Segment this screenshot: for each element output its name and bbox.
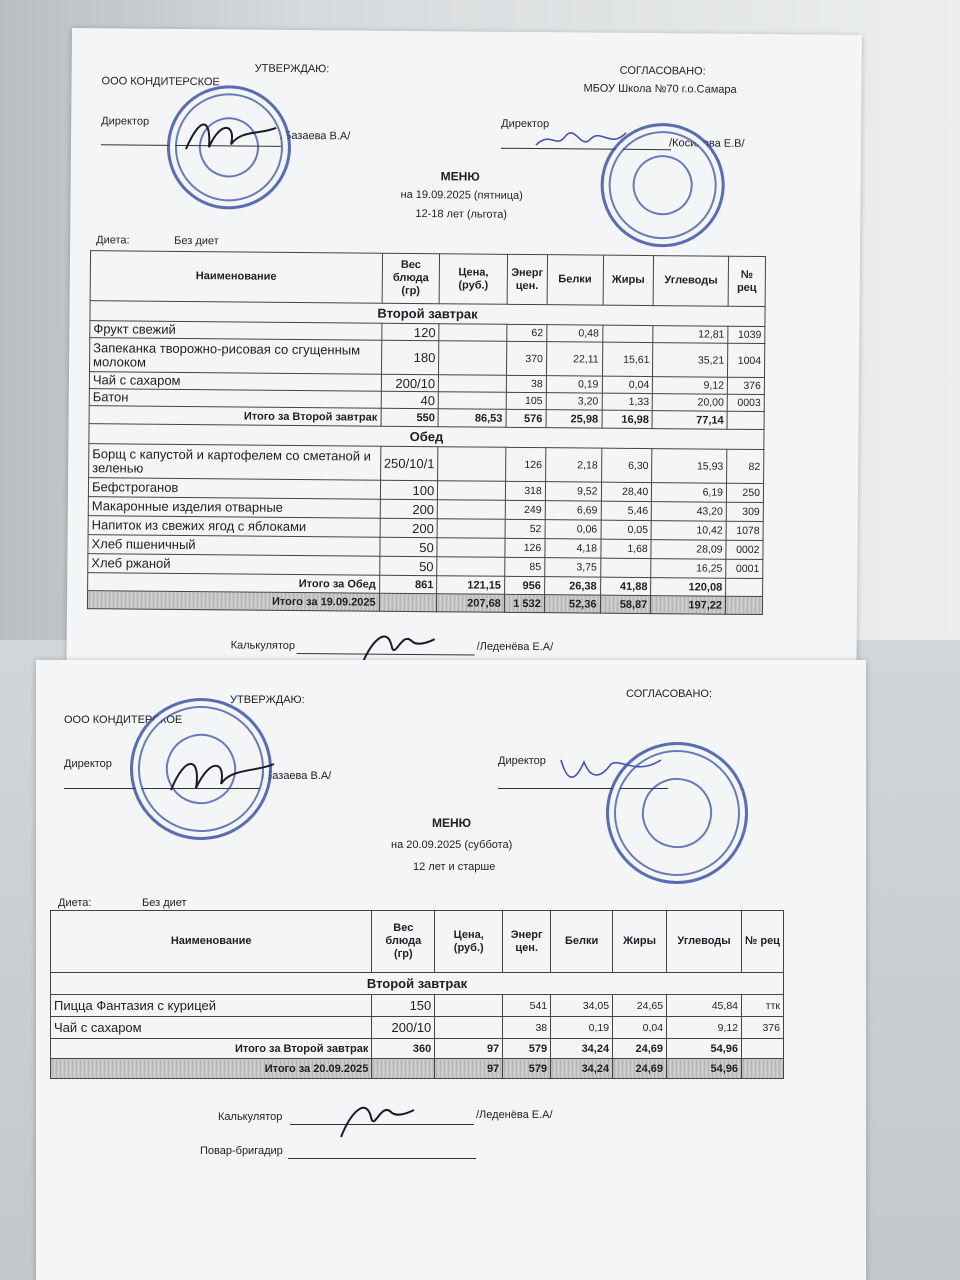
- cell-energy: 105: [506, 392, 546, 409]
- cell-weight: 200/10: [381, 374, 439, 392]
- menu-title: МЕНЮ: [440, 169, 480, 184]
- cell-rec: 0002: [726, 540, 763, 559]
- cell-fat: 28,40: [601, 482, 652, 501]
- grand-total-rec: [742, 1059, 784, 1079]
- cell-protein: 3,20: [546, 393, 602, 410]
- cell-carbs: 15,93: [652, 449, 727, 484]
- menu-table-19-09: [87, 250, 766, 615]
- approve-label: УТВЕРЖДАЮ:: [230, 694, 305, 706]
- table-row: [51, 1017, 784, 1039]
- cell-protein: 0,48: [547, 325, 603, 342]
- cell-price: [439, 341, 507, 376]
- cell-protein: 0,19: [546, 376, 602, 393]
- cell-name: Хлеб пшеничный: [88, 535, 380, 557]
- menu-sheet-20-09: [36, 660, 866, 1280]
- approve-label: УТВЕРЖДАЮ:: [254, 62, 330, 76]
- director-name-left: /Базаева В.А/: [281, 129, 351, 143]
- cell-fat: 1,33: [602, 393, 653, 410]
- cell-fat: 5,46: [601, 501, 652, 520]
- cell-fat: [600, 558, 651, 577]
- director-name-right: /Косилова Е.В/: [668, 137, 745, 150]
- total-rec: [742, 1039, 784, 1059]
- col-header: Вес блюда (гр): [372, 911, 435, 973]
- total-protein: 34,24: [551, 1039, 613, 1059]
- cell-protein: 22,11: [546, 342, 602, 376]
- grand-total-price: 207,68: [437, 594, 505, 613]
- col-header: Цена, (руб.): [439, 254, 507, 305]
- cook-label: Повар-бригадир: [200, 1145, 283, 1157]
- section-header: Второй завтрак: [90, 301, 765, 327]
- col-header: Энерг цен.: [503, 911, 551, 973]
- menu-date: на 20.09.2025 (суббота): [391, 839, 513, 851]
- director-signature-right: [531, 120, 631, 161]
- cell-carbs: 35,21: [653, 343, 728, 378]
- total-price: 121,15: [437, 576, 505, 595]
- cell-rec: 0001: [726, 559, 763, 578]
- grand-total-rec: [725, 596, 762, 614]
- menu-date: на 19.09.2025 (пятница): [400, 188, 523, 202]
- diet-value: Без диет: [174, 234, 219, 248]
- col-header: Наименование: [51, 911, 372, 973]
- org-right: МБОУ Школа №70 г.о.Самара: [583, 82, 737, 96]
- cell-weight: 50: [380, 537, 438, 557]
- menu-age-group: 12-18 лет (льгота): [415, 208, 508, 221]
- grand-total-carbs: 197,22: [651, 596, 726, 615]
- cell-name: Бефстроганов: [88, 478, 380, 500]
- col-header: № рец: [728, 256, 765, 306]
- cell-fat: 6,30: [601, 448, 652, 482]
- total-energy: 956: [504, 576, 544, 594]
- total-price: 86,53: [438, 409, 506, 428]
- total-label: Итого за Второй завтрак: [51, 1039, 372, 1059]
- calculator-label: Калькулятор: [218, 1111, 283, 1123]
- cell-rec: 1078: [726, 521, 763, 540]
- cell-weight: 120: [381, 323, 439, 341]
- cell-protein: 9,52: [545, 482, 601, 501]
- total-price: 97: [435, 1039, 503, 1059]
- cell-price: [439, 324, 507, 342]
- diet-label: Диета:: [96, 234, 130, 247]
- col-header: Белки: [551, 911, 613, 973]
- menu-title: МЕНЮ: [432, 816, 472, 830]
- cell-protein: 34,05: [551, 995, 613, 1017]
- total-energy: 579: [503, 1039, 551, 1059]
- cell-price: [438, 392, 506, 410]
- cell-energy: 52: [505, 519, 545, 538]
- cell-protein: 0,06: [545, 520, 601, 539]
- cell-price: [439, 375, 507, 393]
- cell-energy: 62: [507, 324, 547, 341]
- cell-rec: 1004: [728, 343, 765, 377]
- grand-total-fat: 24,69: [613, 1059, 667, 1079]
- cell-name: Борщ с капустой и картофелем со сметаной и зеленью: [89, 444, 381, 481]
- cell-price: [438, 481, 506, 501]
- cell-carbs: 16,25: [651, 559, 726, 579]
- cell-carbs: 12,81: [653, 326, 728, 344]
- director-label-left: Директор: [64, 758, 112, 770]
- cell-rec: 376: [742, 1017, 784, 1039]
- cell-rec: 376: [727, 377, 764, 394]
- total-fat: 41,88: [600, 577, 651, 595]
- cell-weight: 200: [380, 499, 438, 519]
- cell-weight: 40: [381, 391, 439, 409]
- director-label-right: Директор: [498, 755, 546, 767]
- menu-age-group: 12 лет и старше: [413, 861, 496, 873]
- cell-name: Чай с сахаром: [51, 1017, 372, 1039]
- cell-price: [438, 447, 506, 482]
- cell-carbs: 6,19: [652, 483, 727, 503]
- diet-label: Диета:: [58, 897, 92, 909]
- cell-fat: 0,04: [602, 376, 653, 393]
- grand-total-carbs: 54,96: [667, 1059, 742, 1079]
- calculator-name: /Леденёва Е.А/: [476, 640, 554, 654]
- cell-carbs: 9,12: [667, 1017, 742, 1039]
- col-header: Углеводы: [653, 256, 728, 307]
- cell-protein: 4,18: [545, 539, 601, 558]
- total-carbs: 120,08: [651, 578, 726, 597]
- cell-name: Запеканка творожно-рисовая со сгущенным молоком: [90, 338, 382, 375]
- cell-name: Батон: [89, 389, 381, 409]
- cell-energy: 249: [505, 500, 545, 519]
- org-left: ООО КОНДИТЕРСКОЕ: [101, 75, 220, 89]
- cell-price: [437, 557, 505, 577]
- total-rec: [726, 578, 763, 596]
- cell-weight: 200/10: [372, 1017, 435, 1039]
- agreed-label: СОГЛАСОВАНО:: [626, 688, 713, 700]
- cell-price: [437, 538, 505, 558]
- total-fat: 16,98: [602, 410, 653, 428]
- cell-energy: 38: [506, 375, 546, 392]
- col-header: Белки: [547, 255, 603, 305]
- cell-name: Макаронные изделия отварные: [88, 497, 380, 519]
- cell-energy: 126: [505, 447, 545, 481]
- grand-total-label: Итого за 20.09.2025: [51, 1059, 372, 1079]
- cell-carbs: 45,84: [667, 995, 742, 1017]
- cell-price: [435, 995, 503, 1017]
- cell-fat: 0,04: [613, 1017, 667, 1039]
- cell-price: [435, 1017, 503, 1039]
- grand-total-price: 97: [435, 1059, 503, 1079]
- col-header: № рец: [742, 911, 784, 973]
- cell-weight: 50: [379, 556, 437, 576]
- director-signature-right: [556, 750, 666, 790]
- org-left: ООО КОНДИТЕРСКОЕ: [64, 714, 183, 726]
- col-header: Цена, (руб.): [435, 911, 503, 973]
- total-fat: 24,69: [613, 1039, 667, 1059]
- cell-energy: 370: [506, 341, 546, 375]
- total-weight: 550: [381, 408, 439, 427]
- grand-total-protein: 52,36: [544, 595, 600, 613]
- total-energy: 576: [506, 409, 546, 427]
- menu-sheet-19-09: [66, 28, 862, 675]
- cell-rec: 82: [727, 449, 764, 483]
- cell-rec: 309: [726, 502, 763, 521]
- cell-price: [437, 519, 505, 539]
- cell-weight: 200: [380, 518, 438, 538]
- col-header: Жиры: [603, 255, 654, 305]
- cell-carbs: 43,20: [652, 502, 727, 522]
- col-header: Наименование: [90, 251, 382, 304]
- cell-name: Напиток из свежих ягод с яблоками: [88, 516, 380, 538]
- total-rec: [727, 411, 764, 429]
- total-carbs: 77,14: [652, 411, 727, 430]
- grand-total-energy: 1 532: [504, 594, 544, 612]
- agreed-label: СОГЛАСОВАНО:: [619, 64, 706, 78]
- cell-carbs: 28,09: [651, 540, 726, 560]
- grand-total-fat: 58,87: [600, 595, 651, 613]
- cell-energy: 126: [505, 538, 545, 557]
- col-header: Жиры: [613, 911, 667, 973]
- diet-value: Без диет: [142, 897, 187, 909]
- director-name-left: /Базаева В.А/: [262, 770, 332, 782]
- cell-weight: 250/10/1: [380, 446, 438, 481]
- director-signature-left: [181, 109, 281, 160]
- cell-weight: 150: [372, 995, 435, 1017]
- cell-protein: 6,69: [545, 501, 601, 520]
- cell-name: Хлеб ржаной: [88, 554, 380, 576]
- col-header: Вес блюда (гр): [382, 253, 440, 304]
- cell-name: Пицца Фантазия с курицей: [51, 995, 372, 1017]
- grand-total-weight: [372, 1059, 435, 1079]
- cell-carbs: 9,12: [653, 377, 728, 395]
- cell-fat: 15,61: [602, 342, 653, 376]
- calculator-signature: [336, 1092, 416, 1142]
- director-label-left: Директор: [101, 115, 150, 128]
- cell-rec: 250: [726, 483, 763, 502]
- cell-protein: 0,19: [551, 1017, 613, 1039]
- menu-table-20-09: [50, 910, 784, 1079]
- director-label-right: Директор: [501, 117, 550, 131]
- school-stamp-center: [625, 148, 700, 223]
- total-protein: 26,38: [544, 577, 600, 595]
- cell-protein: 3,75: [545, 558, 601, 577]
- cell-rec: 0003: [727, 394, 764, 411]
- cell-name: Фрукт свежий: [90, 321, 382, 341]
- section-header: Обед: [89, 424, 764, 450]
- cell-protein: 2,18: [545, 448, 601, 482]
- total-carbs: 54,96: [667, 1039, 742, 1059]
- section-header: Второй завтрак: [51, 973, 784, 995]
- cell-energy: 85: [505, 557, 545, 576]
- calculator-name: /Леденёва Е.А/: [476, 1109, 553, 1121]
- cell-price: [437, 500, 505, 520]
- cell-fat: 0,05: [601, 520, 652, 539]
- total-label: Итого за Второй завтрак: [89, 406, 381, 427]
- cell-rec: 1039: [728, 326, 765, 343]
- cook-line: [288, 1158, 476, 1159]
- cell-energy: 318: [505, 481, 545, 500]
- cell-energy: 38: [503, 1017, 551, 1039]
- col-header: Энерг цен.: [507, 254, 547, 304]
- grand-total-label: Итого за 19.09.2025: [87, 591, 379, 612]
- cell-carbs: 20,00: [653, 394, 728, 412]
- director-signature-left: [166, 748, 276, 798]
- col-header: Углеводы: [667, 911, 742, 973]
- total-protein: 25,98: [546, 410, 602, 428]
- cell-carbs: 10,42: [651, 521, 726, 541]
- cell-fat: 1,68: [600, 539, 651, 558]
- grand-total-energy: 579: [503, 1059, 551, 1079]
- cell-energy: 541: [503, 995, 551, 1017]
- cell-rec: ттк: [742, 995, 784, 1017]
- cell-fat: [602, 325, 653, 342]
- total-weight: 861: [379, 575, 437, 594]
- table-row: [51, 995, 784, 1017]
- cell-weight: 100: [380, 480, 438, 500]
- total-label: Итого за Обед: [88, 573, 380, 594]
- cell-fat: 24,65: [613, 995, 667, 1017]
- grand-total-protein: 34,24: [551, 1059, 613, 1079]
- calculator-label: Калькулятор: [230, 639, 296, 652]
- cell-name: Чай с сахаром: [89, 372, 381, 392]
- cell-weight: 180: [381, 340, 439, 375]
- total-weight: 360: [372, 1039, 435, 1059]
- grand-total-weight: [379, 593, 437, 612]
